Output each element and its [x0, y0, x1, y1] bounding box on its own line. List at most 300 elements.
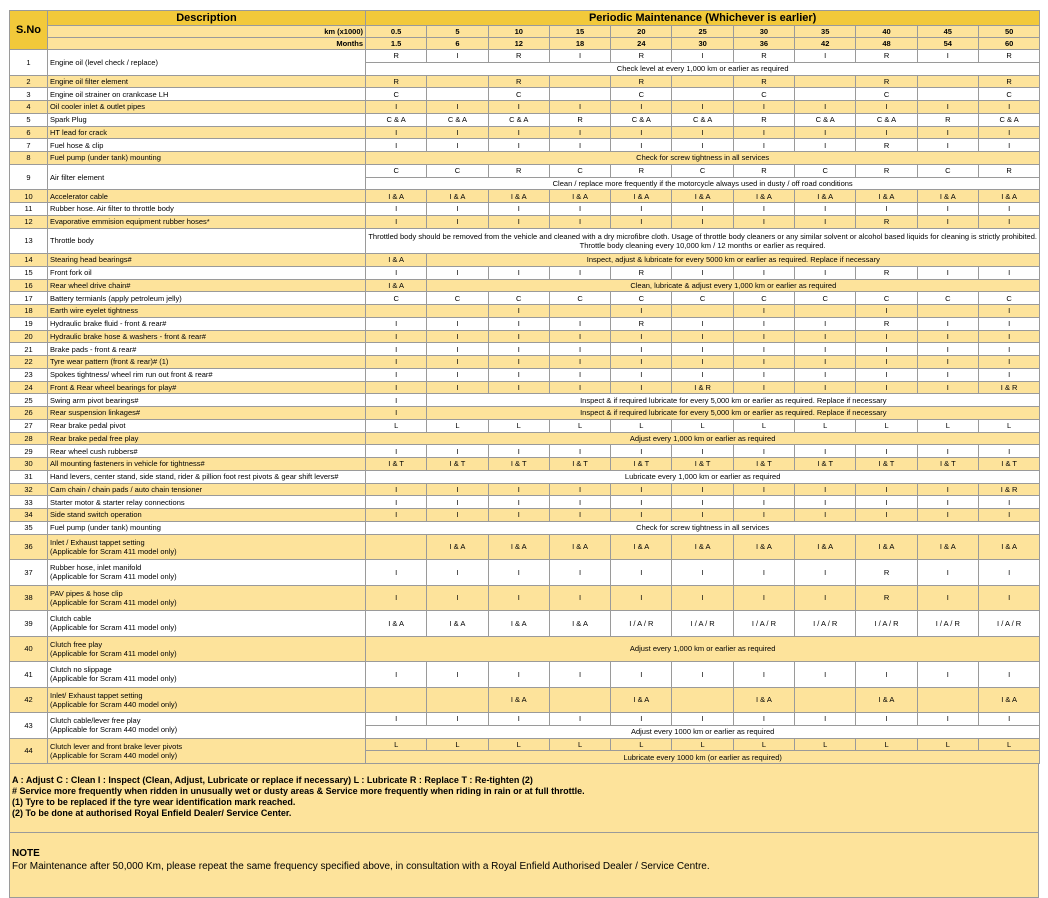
- interval-cell: I: [549, 50, 610, 63]
- interval-cell: I: [978, 266, 1039, 279]
- row-description: [48, 101, 366, 114]
- table-row: [10, 292, 1040, 305]
- interval-cell: I: [366, 215, 427, 228]
- interval-cell: I & A: [733, 190, 794, 203]
- interval-cell: I: [611, 381, 672, 394]
- months-row: [10, 38, 1040, 50]
- interval-cell: I & A: [733, 687, 794, 713]
- row-description: [48, 738, 366, 764]
- interval-note: Check for screw tightness in all services: [366, 521, 1040, 534]
- interval-cell: I: [672, 560, 733, 586]
- interval-cell: I & A: [856, 687, 917, 713]
- row-description: [48, 713, 366, 739]
- interval-cell: L: [795, 419, 856, 432]
- interval-cell: I & A: [611, 687, 672, 713]
- interval-cell: I & A: [672, 190, 733, 203]
- interval-cell: I: [672, 713, 733, 726]
- months-value: 36: [733, 38, 794, 50]
- interval-cell: I: [978, 560, 1039, 586]
- interval-cell: I: [978, 445, 1039, 458]
- table-row: [10, 279, 1040, 292]
- description-text: Inlet/ Exhaust tappet setting: [50, 690, 143, 700]
- row-number: 22: [10, 356, 48, 369]
- interval-cell: I: [795, 50, 856, 63]
- interval-cell: R: [856, 585, 917, 611]
- interval-cell: L: [856, 738, 917, 751]
- interval-cell: I: [672, 662, 733, 688]
- interval-cell: L: [978, 419, 1039, 432]
- interval-cell: I: [549, 445, 610, 458]
- interval-cell: I & A: [856, 190, 917, 203]
- interval-cell: I: [733, 483, 794, 496]
- interval-cell: C & A: [978, 113, 1039, 126]
- interval-cell: I & A: [427, 611, 488, 637]
- row-number: 20: [10, 330, 48, 343]
- interval-cell: I: [795, 381, 856, 394]
- row-number: 14: [10, 254, 48, 267]
- description-text: Cam chain / chain pads / auto chain tensioner: [50, 484, 203, 494]
- interval-cell: C & A: [427, 113, 488, 126]
- row-number: 4: [10, 101, 48, 114]
- interval-cell: I: [672, 585, 733, 611]
- legend-line: (2) To be done at authorised Royal Enfield Dealer/ Service Center.: [12, 808, 292, 818]
- interval-cell: I: [917, 139, 978, 152]
- interval-cell: R: [978, 75, 1039, 88]
- interval-note: Inspect & if required lubricate for every 5,000 km or earlier as required. Replace if necessary: [427, 394, 1040, 407]
- interval-cell: R: [488, 75, 549, 88]
- table-row: [10, 483, 1040, 496]
- interval-cell: C: [733, 88, 794, 101]
- note-body: For Maintenance after 50,000 Km, please repeat the same frequency specified above, in consultation with a Royal Enfield Authorised Dealer / Service Centre.: [12, 861, 710, 872]
- interval-cell: I: [795, 343, 856, 356]
- interval-cell: I: [488, 445, 549, 458]
- interval-cell: I: [611, 126, 672, 139]
- interval-cell: R: [733, 164, 794, 177]
- interval-cell: I: [917, 330, 978, 343]
- interval-cell: I & A: [366, 190, 427, 203]
- interval-cell: L: [427, 738, 488, 751]
- km-value: 30: [733, 26, 794, 38]
- interval-cell: I: [488, 126, 549, 139]
- interval-cell: I: [672, 215, 733, 228]
- interval-cell: [795, 687, 856, 713]
- interval-note: Adjust every 1,000 km or earlier as required: [366, 432, 1040, 445]
- description-text: Oil cooler inlet & outlet pipes: [50, 102, 146, 112]
- interval-cell: R: [856, 50, 917, 63]
- interval-cell: I: [488, 356, 549, 369]
- interval-cell: [427, 88, 488, 101]
- interval-cell: I: [427, 126, 488, 139]
- table-row: [10, 101, 1040, 114]
- interval-cell: I: [733, 368, 794, 381]
- interval-cell: L: [795, 738, 856, 751]
- interval-cell: I: [917, 266, 978, 279]
- interval-cell: [795, 88, 856, 101]
- description-text: Starter motor & starter relay connections: [50, 497, 185, 507]
- interval-cell: I: [917, 483, 978, 496]
- interval-cell: C & A: [611, 113, 672, 126]
- interval-cell: I & A: [795, 534, 856, 560]
- applicability-text: (Applicable for Scram 411 model only): [50, 546, 177, 556]
- interval-cell: I: [733, 496, 794, 509]
- interval-cell: I: [672, 368, 733, 381]
- interval-cell: I: [672, 101, 733, 114]
- interval-cell: I: [611, 713, 672, 726]
- table-row: [10, 356, 1040, 369]
- interval-note: Clean, lubricate & adjust every 1,000 km or earlier as required: [427, 279, 1040, 292]
- row-number: 18: [10, 305, 48, 318]
- interval-cell: I: [427, 343, 488, 356]
- interval-cell: [549, 687, 610, 713]
- interval-cell: I: [611, 509, 672, 522]
- interval-cell: I: [549, 713, 610, 726]
- interval-cell: R: [733, 50, 794, 63]
- description-text: Spokes tightness/ wheel rim run out front & rear#: [50, 370, 213, 380]
- description-text: Throttle body: [50, 236, 94, 246]
- interval-cell: I: [672, 445, 733, 458]
- km-value: 25: [672, 26, 733, 38]
- interval-cell: I: [795, 509, 856, 522]
- interval-cell: I: [427, 203, 488, 216]
- interval-cell: I & A: [488, 611, 549, 637]
- interval-cell: I & T: [366, 458, 427, 471]
- interval-cell: I: [549, 215, 610, 228]
- interval-cell: I: [856, 101, 917, 114]
- interval-cell: I: [978, 126, 1039, 139]
- interval-cell: I: [366, 330, 427, 343]
- interval-cell: L: [978, 738, 1039, 751]
- table-row: [10, 496, 1040, 509]
- interval-cell: I: [549, 381, 610, 394]
- description-text: Brake pads - front & rear#: [50, 344, 137, 354]
- interval-cell: C: [366, 164, 427, 177]
- interval-cell: I: [917, 368, 978, 381]
- description-text: Front & Rear wheel bearings for play#: [50, 382, 177, 392]
- interval-cell: I: [427, 317, 488, 330]
- interval-cell: I: [488, 496, 549, 509]
- interval-cell: [549, 305, 610, 318]
- interval-cell: I: [733, 343, 794, 356]
- interval-note: Inspect, adjust & lubricate for every 5000 km or earlier as required. Replace if necessary: [427, 254, 1040, 267]
- interval-cell: R: [611, 266, 672, 279]
- interval-cell: I: [733, 139, 794, 152]
- interval-cell: R: [488, 50, 549, 63]
- interval-cell: I: [488, 139, 549, 152]
- interval-cell: I: [795, 101, 856, 114]
- description-text: PAV pipes & hose clip: [50, 588, 123, 598]
- interval-cell: I: [856, 126, 917, 139]
- interval-cell: I: [795, 330, 856, 343]
- interval-cell: I: [611, 560, 672, 586]
- interval-cell: I: [611, 305, 672, 318]
- interval-cell: I: [427, 381, 488, 394]
- interval-cell: I: [427, 662, 488, 688]
- interval-cell: R: [733, 113, 794, 126]
- interval-cell: C: [856, 88, 917, 101]
- table-row: [10, 458, 1040, 471]
- interval-cell: I: [366, 560, 427, 586]
- interval-cell: C: [427, 292, 488, 305]
- interval-cell: [427, 687, 488, 713]
- interval-cell: I: [917, 215, 978, 228]
- row-description: [48, 662, 366, 688]
- interval-cell: C: [672, 164, 733, 177]
- row-description: [48, 445, 366, 458]
- interval-cell: R: [856, 317, 917, 330]
- months-value: 12: [488, 38, 549, 50]
- interval-cell: I: [917, 585, 978, 611]
- interval-cell: I: [549, 662, 610, 688]
- interval-cell: I: [549, 509, 610, 522]
- interval-cell: I: [366, 394, 427, 407]
- interval-cell: I: [611, 585, 672, 611]
- row-description: [48, 585, 366, 611]
- interval-cell: R: [856, 560, 917, 586]
- table-row: [10, 534, 1040, 560]
- km-value: 0.5: [366, 26, 427, 38]
- description-text: Rear wheel cush rubbers#: [50, 446, 138, 456]
- row-description: [48, 305, 366, 318]
- row-number: 12: [10, 215, 48, 228]
- interval-cell: I: [978, 496, 1039, 509]
- interval-cell: C & A: [795, 113, 856, 126]
- interval-cell: I: [672, 317, 733, 330]
- months-label: Months: [48, 38, 366, 50]
- interval-cell: I: [488, 368, 549, 381]
- interval-cell: [366, 534, 427, 560]
- table-row: [10, 113, 1040, 126]
- row-number: 15: [10, 266, 48, 279]
- interval-cell: I: [366, 139, 427, 152]
- description-text: Spark Plug: [50, 115, 87, 125]
- km-value: 40: [856, 26, 917, 38]
- interval-cell: I: [611, 356, 672, 369]
- km-value: 50: [978, 26, 1039, 38]
- interval-cell: I: [917, 713, 978, 726]
- row-number: 29: [10, 445, 48, 458]
- description-text: Engine oil filter element: [50, 76, 128, 86]
- interval-cell: R: [978, 164, 1039, 177]
- interval-cell: I: [549, 356, 610, 369]
- interval-note: Adjust every 1,000 km or earlier as required: [366, 636, 1040, 662]
- row-description: [48, 343, 366, 356]
- interval-cell: I: [795, 368, 856, 381]
- row-description: [48, 432, 366, 445]
- interval-cell: I: [672, 266, 733, 279]
- interval-cell: L: [549, 738, 610, 751]
- interval-cell: I & R: [978, 381, 1039, 394]
- interval-cell: I: [366, 343, 427, 356]
- interval-note: Check for screw tightness in all services: [366, 152, 1040, 165]
- interval-cell: I & T: [917, 458, 978, 471]
- interval-cell: I: [611, 445, 672, 458]
- table-row: [10, 266, 1040, 279]
- row-number: 41: [10, 662, 48, 688]
- table-row: [10, 190, 1040, 203]
- interval-cell: [366, 305, 427, 318]
- interval-cell: I: [856, 483, 917, 496]
- interval-cell: I: [795, 662, 856, 688]
- description-text: Rubber hose. Air filter to throttle body: [50, 204, 174, 214]
- interval-cell: I & A: [366, 611, 427, 637]
- interval-cell: I / A / R: [733, 611, 794, 637]
- interval-cell: C: [917, 164, 978, 177]
- interval-cell: I: [366, 101, 427, 114]
- description-text: Rear brake pedal pivot: [50, 421, 126, 431]
- interval-cell: I: [672, 343, 733, 356]
- interval-cell: I: [856, 509, 917, 522]
- row-number: 2: [10, 75, 48, 88]
- legend-line: (1) Tyre to be replaced if the tyre wear identification mark reached.: [12, 797, 296, 807]
- table-row: [10, 254, 1040, 267]
- interval-cell: L: [366, 738, 427, 751]
- interval-cell: I: [733, 585, 794, 611]
- row-description: [48, 279, 366, 292]
- interval-cell: I: [978, 101, 1039, 114]
- interval-cell: I: [427, 139, 488, 152]
- row-number: 34: [10, 509, 48, 522]
- interval-cell: I: [611, 343, 672, 356]
- description-text: Engine oil (level check / replace): [50, 57, 158, 67]
- interval-cell: I: [366, 445, 427, 458]
- interval-cell: C: [427, 164, 488, 177]
- sno-header: S.No: [10, 11, 48, 50]
- row-description: [48, 509, 366, 522]
- months-value: 48: [856, 38, 917, 50]
- interval-cell: I: [856, 496, 917, 509]
- row-description: [48, 50, 366, 76]
- interval-cell: L: [856, 419, 917, 432]
- row-number: 5: [10, 113, 48, 126]
- row-number: 21: [10, 343, 48, 356]
- interval-note: Check level at every 1,000 km or earlier as required: [366, 62, 1040, 75]
- interval-cell: I: [427, 713, 488, 726]
- interval-cell: I: [733, 317, 794, 330]
- interval-cell: I: [917, 343, 978, 356]
- interval-cell: C: [795, 164, 856, 177]
- description-text: Tyre wear pattern (front & rear)# (1): [50, 357, 169, 367]
- applicability-text: (Applicable for Scram 411 model only): [50, 623, 177, 633]
- interval-cell: I: [978, 509, 1039, 522]
- interval-cell: R: [488, 164, 549, 177]
- interval-cell: I: [917, 203, 978, 216]
- interval-cell: I: [856, 445, 917, 458]
- interval-cell: I & R: [672, 381, 733, 394]
- interval-cell: I & T: [427, 458, 488, 471]
- interval-cell: R: [366, 50, 427, 63]
- description-text: Hand levers, center stand, side stand, rider & pillion foot rest pivots & gear shift levers#: [50, 472, 339, 482]
- interval-cell: I: [733, 445, 794, 458]
- interval-cell: I: [427, 585, 488, 611]
- interval-cell: I: [978, 139, 1039, 152]
- interval-cell: I: [549, 266, 610, 279]
- header-row: [10, 11, 1040, 26]
- interval-cell: R: [611, 75, 672, 88]
- interval-cell: I: [672, 126, 733, 139]
- interval-cell: I: [672, 496, 733, 509]
- km-value: 15: [549, 26, 610, 38]
- interval-cell: L: [611, 419, 672, 432]
- row-number: 44: [10, 738, 48, 764]
- interval-cell: I: [795, 139, 856, 152]
- description-text: Rubber hose, inlet manifold: [50, 563, 142, 573]
- interval-cell: I: [917, 317, 978, 330]
- applicability-text: (Applicable for Scram 411 model only): [50, 597, 177, 607]
- interval-cell: R: [856, 139, 917, 152]
- interval-cell: C: [733, 292, 794, 305]
- interval-cell: C: [672, 292, 733, 305]
- interval-cell: I: [917, 381, 978, 394]
- interval-cell: I: [366, 266, 427, 279]
- interval-cell: C: [856, 292, 917, 305]
- interval-cell: L: [488, 738, 549, 751]
- description-text: Hydraulic brake fluid - front & rear#: [50, 319, 167, 329]
- interval-cell: R: [733, 75, 794, 88]
- table-row: [10, 152, 1040, 165]
- table-row: [10, 305, 1040, 318]
- interval-cell: I: [733, 662, 794, 688]
- interval-cell: I: [549, 368, 610, 381]
- interval-cell: I: [427, 445, 488, 458]
- interval-cell: I / A / R: [917, 611, 978, 637]
- interval-cell: I: [978, 343, 1039, 356]
- interval-cell: L: [549, 419, 610, 432]
- interval-cell: I & A: [488, 190, 549, 203]
- row-number: 30: [10, 458, 48, 471]
- interval-cell: I: [978, 305, 1039, 318]
- interval-cell: I: [795, 483, 856, 496]
- table-row: [10, 343, 1040, 356]
- interval-cell: R: [549, 113, 610, 126]
- description-text: Stearing head bearings#: [50, 255, 132, 265]
- interval-cell: I: [366, 317, 427, 330]
- interval-cell: I: [795, 356, 856, 369]
- interval-cell: L: [427, 419, 488, 432]
- interval-cell: [917, 88, 978, 101]
- note-section: [9, 833, 1039, 898]
- interval-cell: I & T: [795, 458, 856, 471]
- description-text: Accelerator cable: [50, 191, 108, 201]
- interval-cell: I: [917, 445, 978, 458]
- interval-cell: [672, 687, 733, 713]
- interval-cell: I: [856, 381, 917, 394]
- interval-cell: R: [978, 50, 1039, 63]
- interval-cell: [549, 75, 610, 88]
- interval-cell: I: [549, 483, 610, 496]
- interval-cell: R: [856, 266, 917, 279]
- interval-cell: I & T: [611, 458, 672, 471]
- description-text: Clutch cable: [50, 614, 92, 624]
- interval-cell: I & A: [488, 534, 549, 560]
- interval-cell: C: [978, 88, 1039, 101]
- row-description: [48, 203, 366, 216]
- row-description: [48, 254, 366, 267]
- interval-cell: I & A: [672, 534, 733, 560]
- row-number: 11: [10, 203, 48, 216]
- interval-cell: R: [611, 317, 672, 330]
- row-number: 13: [10, 228, 48, 254]
- interval-cell: I: [672, 203, 733, 216]
- interval-cell: I: [856, 356, 917, 369]
- row-number: 19: [10, 317, 48, 330]
- interval-note: Clean / replace more frequently if the motorcycle always used in dusty / off road conditions: [366, 177, 1040, 190]
- months-value: 54: [917, 38, 978, 50]
- interval-cell: I: [978, 713, 1039, 726]
- row-description: [48, 419, 366, 432]
- interval-cell: I: [978, 203, 1039, 216]
- interval-cell: I: [427, 330, 488, 343]
- maintenance-schedule: [9, 10, 1039, 898]
